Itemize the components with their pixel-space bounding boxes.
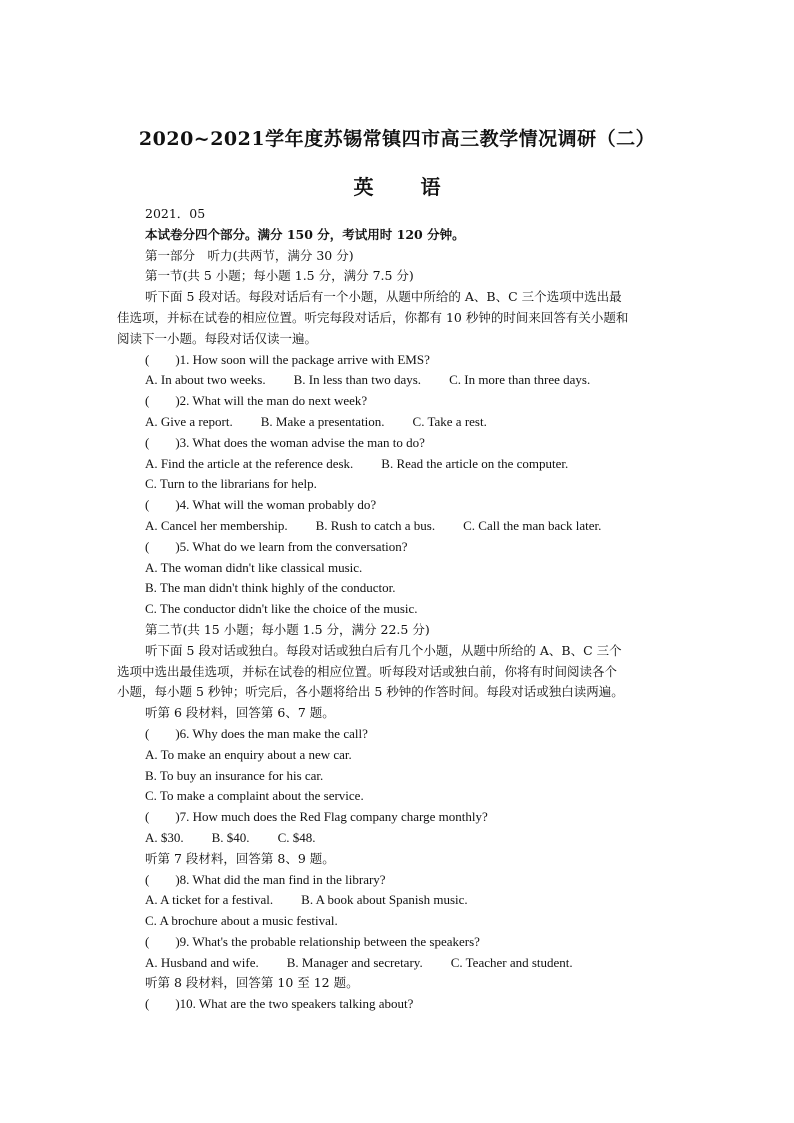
subject-heading: 英 语 — [353, 175, 441, 199]
section2-instructions-line1: 听下面 5 段对话或独白。每段对话或独白后有几个小题，从题中所给的 A、B、C 三个 — [145, 642, 622, 658]
question-6-option-b: B. To buy an insurance for his car. — [145, 767, 324, 783]
question-2-options — [145, 412, 685, 433]
option-a: A. Cancel her membership. — [145, 517, 288, 533]
question-5-option-b: B. The man didn't think highly of the conductor. — [145, 580, 396, 596]
option-a: A. A ticket for a festival. — [145, 892, 274, 908]
option-b: B. Make a presentation. — [260, 413, 385, 429]
section1-instructions-line3: 阅读下一小题。每段对话仅读一遍。 — [117, 330, 318, 346]
question-9: ( )9. What's the probable relationship between the speakers? — [145, 933, 480, 949]
question-4-options — [145, 516, 685, 537]
option-c: C. In more than three days. — [449, 372, 591, 388]
option-c: C. $48. — [277, 829, 316, 845]
option-a: A. Find the article at the reference desk. — [145, 455, 354, 471]
option-a: A. $30. — [145, 829, 184, 845]
exam-intro: 本试卷分四个部分。满分 150 分，考试用时 120 分钟。 — [145, 226, 465, 242]
question-4: ( )4. What will the woman probably do? — [145, 497, 377, 513]
question-5: ( )5. What do we learn from the conversation? — [145, 538, 408, 554]
question-5-option-a: A. The woman didn't like classical music. — [145, 559, 363, 575]
question-7: ( )7. How much does the Red Flag company charge monthly? — [145, 809, 488, 825]
section2-instructions-line2: 选项中选出最佳选项，并标在试卷的相应位置。听每段对话或独白前，你将有时间阅读各个 — [117, 663, 618, 679]
question-6: ( )6. Why does the man make the call? — [145, 725, 368, 741]
option-b: B. Manager and secretary. — [286, 954, 423, 970]
section1-instructions-line1: 听下面 5 段对话。每段对话后有一个小题，从题中所给的 A、B、C 三个选项中选出最 — [145, 289, 622, 305]
question-8-options — [145, 890, 685, 911]
option-b: B. $40. — [211, 829, 250, 845]
section1-instructions-line2: 佳选项，并标在试卷的相应位置。听完每段对话后，你都有 10 秒钟的时间来回答有关小题和 — [117, 309, 629, 325]
option-a: A. In about two weeks. — [145, 372, 266, 388]
question-5-option-c: C. The conductor didn't like the choice of the music. — [145, 601, 418, 617]
question-8-option-c: C. A brochure about a music festival. — [145, 913, 338, 929]
question-1-options — [145, 370, 685, 391]
question-2: ( )2. What will the man do next week? — [145, 393, 368, 409]
question-7-options — [145, 828, 685, 849]
option-b: B. A book about Spanish music. — [301, 892, 468, 908]
question-6-option-a: A. To make an enquiry about a new car. — [145, 746, 352, 762]
exam-content — [117, 204, 685, 1015]
option-a: A. Husband and wife. — [145, 954, 259, 970]
part1-heading: 第一部分 听力(共两节，满分 30 分) — [145, 247, 354, 263]
material-7-heading: 听第 7 段材料，回答第 8、9 题。 — [145, 850, 335, 866]
section2-heading: 第二节(共 15 小题；每小题 1.5 分，满分 22.5 分) — [145, 621, 430, 637]
material-8-heading: 听第 8 段材料，回答第 10 至 12 题。 — [145, 975, 359, 991]
material-6-heading: 听第 6 段材料，回答第 6、7 题。 — [145, 705, 335, 721]
section2-instructions-line3: 小题，每小题 5 秒钟；听完后，各小题将给出 5 秒钟的作答时间。每段对话或独白读两遍。 — [117, 684, 624, 700]
question-3-options — [145, 454, 685, 475]
question-3-option-c: C. Turn to the librarians for help. — [145, 476, 317, 492]
option-b: B. Rush to catch a bus. — [315, 517, 436, 533]
question-10: ( )10. What are the two speakers talking about? — [145, 996, 414, 1012]
question-3: ( )3. What does the woman advise the man to do? — [145, 434, 425, 450]
question-6-option-c: C. To make a complaint about the service. — [145, 788, 364, 804]
exam-date: 2021．05 — [145, 206, 206, 221]
exam-title: 2020~2021学年度苏锡常镇四市高三教学情况调研（二） — [138, 128, 656, 150]
question-8: ( )8. What did the man find in the library? — [145, 871, 386, 887]
option-b: B. Read the article on the computer. — [381, 455, 569, 471]
option-b: B. In less than two days. — [293, 372, 422, 388]
option-c: C. Call the man back later. — [463, 517, 602, 533]
question-1: ( )1. How soon will the package arrive with EMS? — [145, 351, 430, 367]
option-c: C. Teacher and student. — [450, 954, 573, 970]
option-a: A. Give a report. — [145, 413, 233, 429]
section1-heading: 第一节(共 5 小题；每小题 1.5 分，满分 7.5 分) — [145, 268, 414, 284]
question-9-options — [145, 953, 685, 974]
option-c: C. Take a rest. — [412, 413, 487, 429]
